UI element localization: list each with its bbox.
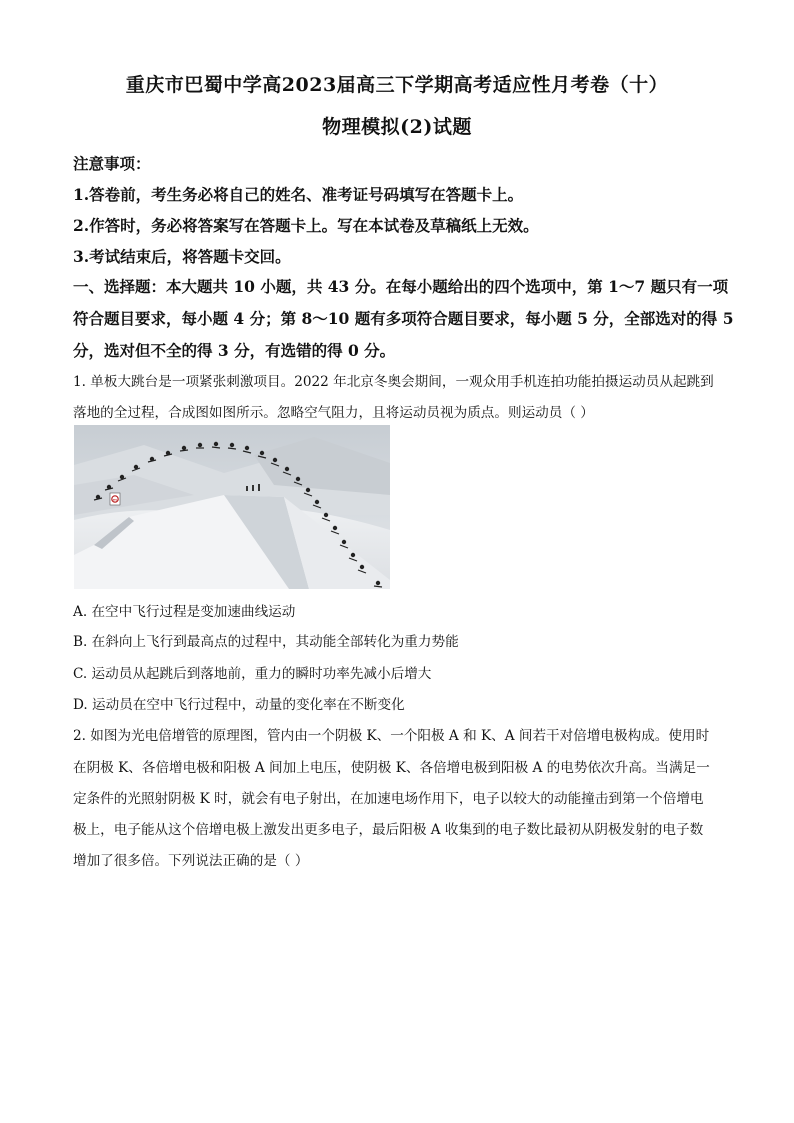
notice-item-1: 1.答卷前，考生务必将自己的姓名、准考证号码填写在答题卡上。	[73, 185, 524, 204]
q1-option-d: D. 运动员在空中飞行过程中，动量的变化率在不断变化	[73, 697, 405, 713]
exam-subtitle: 物理模拟(2)试题	[322, 116, 472, 138]
q2-stem-line1: 2. 如图为光电倍增管的原理图，管内由一个阴极 K、一个阳极 A 和 K、A 间若干对倍增电极构成。使用时	[73, 728, 710, 744]
q1-stem-line2: 落地的全过程，合成图如图所示。忽略空气阻力，且将运动员视为质点。则运动员（ ）	[73, 405, 594, 421]
q2-stem-line5: 增加了很多倍。下列说法正确的是（ ）	[73, 853, 309, 869]
exam-title: 重庆市巴蜀中学高2023届高三下学期高考适应性月考卷（十）	[125, 74, 669, 96]
snowboard-jump-photo	[74, 425, 390, 589]
notice-item-3: 3.考试结束后，将答题卡交回。	[73, 247, 291, 266]
section1-instructions-line3: 分，选对但不全的得 3 分，有选错的得 0 分。	[73, 341, 396, 360]
section1-instructions-line1: 一、选择题：本大题共 10 小题，共 43 分。在每小题给出的四个选项中，第 1～7 题只有一项	[73, 277, 729, 296]
sign-text: m	[112, 498, 118, 504]
q1-option-b: B. 在斜向上飞行到最高点的过程中，其动能全部转化为重力势能	[73, 634, 459, 650]
q2-stem-line2: 在阴极 K、各倍增电极和阳极 A 间加上电压，使阴极 K、各倍增电极到阳极 A 的电势依次升高。当满足一	[73, 760, 710, 776]
q1-option-a: A. 在空中飞行过程是变加速曲线运动	[73, 604, 296, 620]
q1-stem-line1: 1. 单板大跳台是一项紧张刺激项目。2022 年北京冬奥会期间，一观众用手机连拍功能拍摄运动员从起跳到	[73, 374, 714, 390]
q1-option-c: C. 运动员从起跳后到落地前，重力的瞬时功率先减小后增大	[73, 666, 432, 682]
notice-item-2: 2.作答时，务必将答案写在答题卡上。写在本试卷及草稿纸上无效。	[73, 216, 539, 235]
section1-instructions-line2: 符合题目要求，每小题 4 分；第 8～10 题有多项符合题目要求，每小题 5 分，全部选对的得 5	[73, 309, 734, 328]
q2-stem-line3: 定条件的光照射阴极 K 时，就会有电子射出，在加速电场作用下，电子以较大的动能撞击到第一个倍增电	[73, 791, 704, 807]
notice-heading: 注意事项：	[73, 154, 151, 173]
q2-stem-line4: 极上，电子能从这个倍增电极上激发出更多电子，最后阳极 A 收集到的电子数比最初从阴极发射的电子数	[73, 822, 704, 838]
